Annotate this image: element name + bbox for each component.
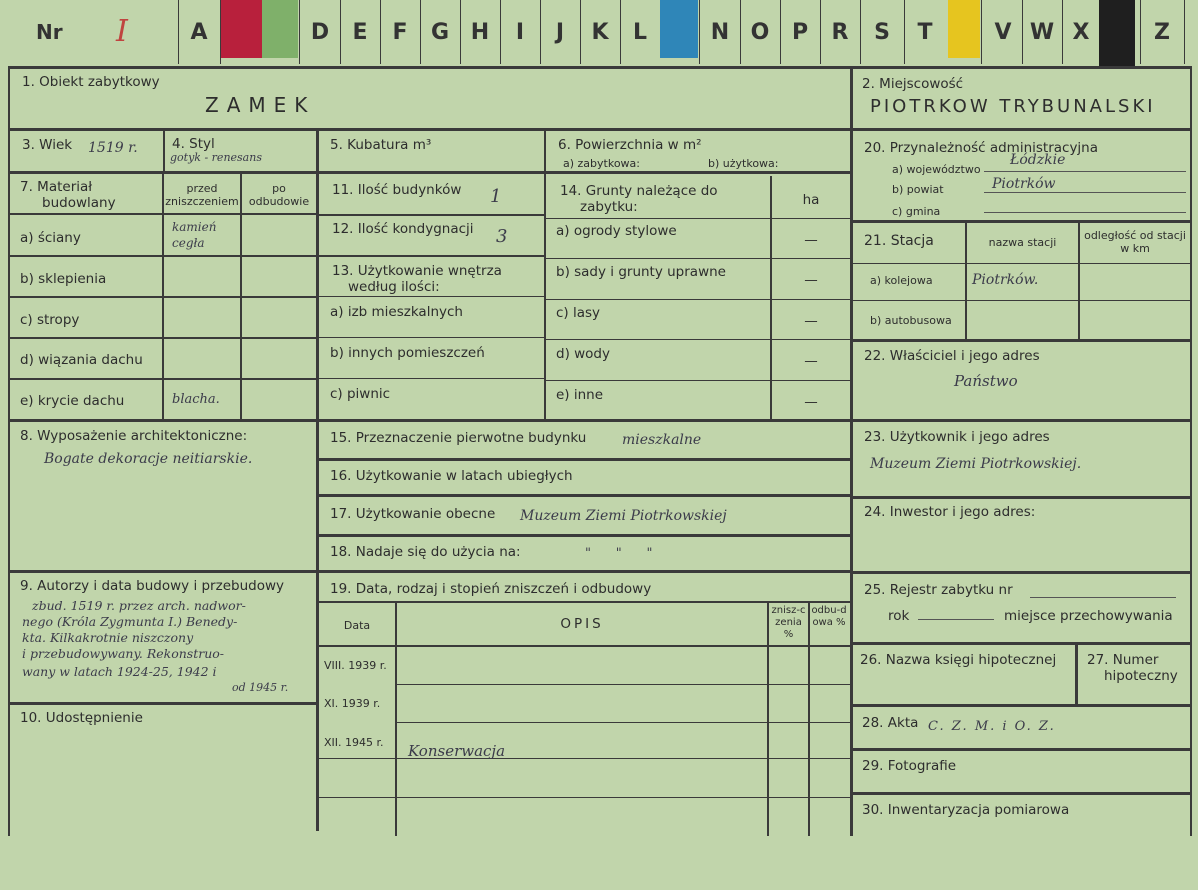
f20-a: a) województwo (892, 163, 981, 176)
f19-col-rebuild: odbu-dowa % (811, 605, 847, 628)
f5-label: 5. Kubatura m³ (330, 137, 432, 153)
f19-col-desc: OPIS (560, 616, 604, 632)
f8-value: Bogate dekoracje neitiarskie. (44, 451, 253, 467)
letter-d: D (310, 19, 330, 45)
f17-value: Muzeum Ziemi Piotrkowskiej (520, 508, 727, 524)
f28-value: C. Z. M. i O. Z. (928, 719, 1056, 734)
f15-value: mieszkalne (622, 432, 702, 448)
f1-value: ZAMEK (205, 93, 316, 117)
nr-value: I (116, 14, 128, 49)
f29-label: 29. Fotografie (862, 758, 957, 774)
f9-line-6: od 1945 r. (232, 681, 289, 694)
blue-tab (660, 0, 698, 58)
f25-rok: rok (888, 608, 910, 624)
f22-label: 22. Właściciel i jego adres (864, 348, 1040, 364)
f21-label: 21. Stacja (864, 233, 934, 249)
f14-dash-1: — (804, 232, 818, 248)
f3-label: 3. Wiek (22, 137, 73, 153)
f7-label2: budowlany (42, 195, 116, 211)
f4-label: 4. Styl (172, 136, 215, 152)
f4-value: gotyk - renesans (170, 151, 262, 164)
f17-label: 17. Użytkowanie obecne (330, 506, 496, 522)
black-tab (1099, 0, 1135, 66)
f14-row-gardens: a) ogrody stylowe (556, 223, 677, 239)
letter-a: A (190, 19, 208, 45)
letter-o: O (750, 19, 770, 45)
f14-dash-4: — (804, 353, 818, 369)
f13-b: b) innych pomieszczeń (330, 345, 485, 361)
f14-row-forests: c) lasy (556, 305, 601, 321)
letter-t: T (917, 19, 933, 45)
f25-label: 25. Rejestr zabytku nr (864, 582, 1013, 598)
letter-w: W (1029, 19, 1055, 45)
f20-b-value: Piotrków (992, 176, 1056, 192)
f18-label: 18. Nadaje się do użycia na: (330, 544, 521, 560)
f7-col-before: przed zniszczeniem (165, 182, 239, 208)
f2-value: PIOTRKOW TRYBUNALSKI (870, 96, 1156, 117)
f9-label: 9. Autorzy i data budowy i przebudowy (20, 578, 284, 594)
f24-label: 24. Inwestor i jego adres: (864, 504, 1036, 520)
f22-value: Państwo (954, 372, 1018, 390)
f16-label: 16. Użytkowanie w latach ubiegłych (330, 468, 573, 484)
f27-label2: hipoteczny (1104, 668, 1178, 684)
f7-col-after: po odbudowie (248, 182, 310, 208)
f3-value: 1519 r. (88, 140, 138, 156)
f9-line-2: nego (Króla Zygmunta I.) Benedy- (22, 614, 238, 629)
letter-h: H (470, 19, 490, 45)
letter-v: V (994, 19, 1012, 45)
f11-value: 1 (490, 186, 502, 207)
f7-row-ceilings: c) stropy (20, 312, 80, 328)
f7-row-roofing: e) krycie dachu (20, 393, 125, 409)
f30-label: 30. Inwentaryzacja pomiarowa (862, 802, 1070, 818)
f7-walls-value: kamień cegła (172, 220, 217, 250)
f1-label: 1. Obiekt zabytkowy (22, 74, 160, 90)
f21-b: b) autobusowa (870, 314, 952, 327)
f18-value: " " " (585, 546, 653, 561)
f19-label: 19. Data, rodzaj i stopień zniszczeń i odbudowy (330, 581, 652, 597)
f6-b: b) użytkowa: (708, 157, 779, 170)
f2-label: 2. Miejscowość (862, 76, 964, 92)
f19-desc-3: Konserwacja (408, 742, 506, 760)
f21-a-value: Piotrków. (972, 272, 1039, 288)
letter-r: R (831, 19, 849, 45)
f13-label2: według ilości: (348, 279, 440, 295)
f14-label1: 14. Grunty należące do (560, 183, 718, 199)
letter-k: K (591, 19, 609, 45)
letter-j: J (555, 19, 565, 45)
f14-unit: ha (802, 192, 820, 208)
yellow-tab (948, 0, 980, 58)
f14-row-other: e) inne (556, 387, 604, 403)
f19-date-1: VIII. 1939 r. (324, 659, 387, 672)
f8-label: 8. Wyposażenie architektoniczne: (20, 428, 248, 444)
f6-a: a) zabytkowa: (563, 157, 640, 170)
f9-line-3: kta. Kilkakrotnie niszczony (22, 630, 194, 645)
f21-a: a) kolejowa (870, 274, 933, 287)
nr-label: Nr (36, 20, 63, 44)
f19-date-2: XI. 1939 r. (324, 697, 381, 710)
f19-col-date: Data (343, 619, 371, 632)
f28-label: 28. Akta (862, 715, 919, 731)
f13-label1: 13. Użytkowanie wnętrza (332, 263, 502, 279)
f20-c: c) gmina (892, 205, 941, 218)
f7-row-roof-truss: d) wiązania dachu (20, 352, 143, 368)
f14-dash-3: — (804, 313, 818, 329)
red-tab (220, 0, 262, 58)
letter-z: Z (1154, 19, 1170, 45)
f14-row-waters: d) wody (556, 346, 610, 362)
f9-line-5: wany w latach 1924-25, 1942 i (22, 664, 217, 679)
f11-label: 11. Ilość budynków (332, 182, 462, 198)
f21-col-name: nazwa stacji (988, 236, 1057, 249)
f7-row-walls: a) ściany (20, 230, 81, 246)
green-tab (262, 0, 298, 58)
f9-line-1: zbud. 1519 r. przez arch. nadwor- (32, 598, 246, 613)
f23-value: Muzeum Ziemi Piotrkowskiej. (870, 456, 1082, 472)
f27-label1: 27. Numer (1087, 652, 1159, 668)
f21-col-dist: odległość od stacji w km (1084, 229, 1186, 255)
f7-roof-value: blacha. (172, 392, 220, 407)
f12-value: 3 (496, 226, 508, 247)
f7-label1: 7. Materiał (20, 179, 93, 195)
f7-row-vaults: b) sklepienia (20, 271, 107, 287)
letter-g: G (430, 19, 450, 45)
f20-b: b) powiat (892, 183, 944, 196)
f13-c: c) piwnic (330, 386, 391, 402)
f15-label: 15. Przeznaczenie pierwotne budynku (330, 430, 587, 446)
f14-label2: zabytku: (580, 199, 638, 215)
f13-a: a) izb mieszkalnych (330, 304, 463, 320)
f14-dash-5: — (804, 394, 818, 410)
f14-dash-2: — (804, 272, 818, 288)
f9-line-4: i przebudowywany. Rekonstruo- (22, 646, 224, 661)
letter-l: L (632, 19, 648, 45)
f20-label: 20. Przynależność administracyjna (864, 140, 1099, 156)
letter-f: F (392, 19, 408, 45)
f19-date-3: XII. 1945 r. (324, 736, 384, 749)
f10-label: 10. Udostępnienie (20, 710, 143, 726)
f25-place: miejsce przechowywania (1004, 608, 1173, 624)
f14-row-orchards: b) sady i grunty uprawne (556, 264, 726, 280)
letter-s: S (874, 19, 890, 45)
f19-col-destr: znisz-czenia % (771, 605, 806, 640)
letter-i: I (515, 19, 525, 45)
f12-label: 12. Ilość kondygnacji (332, 221, 474, 237)
letter-x: X (1072, 19, 1090, 45)
f20-a-value: Łódzkie (1010, 152, 1066, 168)
letter-e: E (352, 19, 368, 45)
f26-label: 26. Nazwa księgi hipotecznej (860, 652, 1057, 668)
letter-p: P (791, 19, 809, 45)
f23-label: 23. Użytkownik i jego adres (864, 429, 1050, 445)
f6-label: 6. Powierzchnia w m² (558, 137, 702, 153)
letter-n: N (710, 19, 730, 45)
